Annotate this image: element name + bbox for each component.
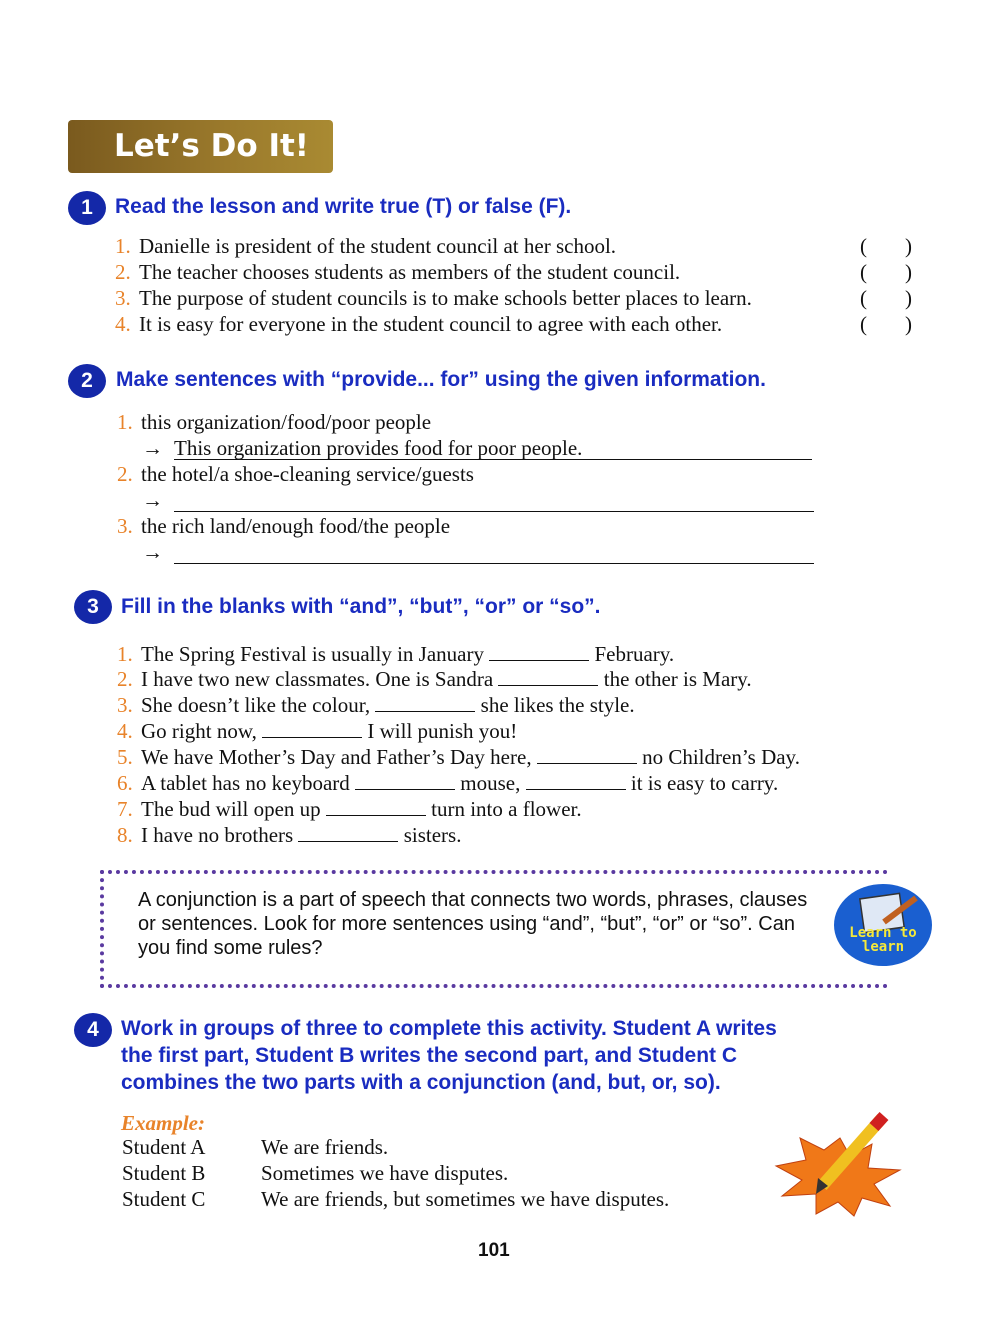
section-3-heading: Fill in the blanks with “and”, “but”, “or” or “so”.	[121, 595, 601, 618]
item-text: I have no brothers	[141, 823, 294, 847]
blank[interactable]	[262, 719, 362, 738]
item-text: A tablet has no keyboard	[141, 771, 350, 795]
item-number: 2.	[117, 667, 133, 691]
badge-line-1: Learn to	[849, 925, 917, 941]
item-number: 4.	[115, 312, 131, 336]
item-text: The teacher chooses students as members of the student council.	[139, 260, 681, 284]
section-1-badge: 1	[68, 191, 106, 225]
example-student-b: Student B	[122, 1161, 206, 1185]
blank[interactable]	[537, 745, 637, 764]
example-label: Example:	[121, 1111, 205, 1135]
section-3-badge: 3	[74, 590, 112, 624]
banner-title: Let’s Do It!	[114, 128, 309, 164]
blank[interactable]	[298, 823, 398, 842]
example-student-a: Student A	[122, 1135, 206, 1159]
item-text: no Children’s Day.	[642, 745, 800, 769]
arrow-icon: →	[142, 488, 163, 512]
s3-item-8	[117, 823, 461, 848]
answer-paren-open-1[interactable]: (	[860, 234, 867, 258]
blank[interactable]	[375, 693, 475, 712]
item-text: turn into a flower.	[431, 797, 582, 821]
section-4-heading-line-1: Work in groups of three to complete this activity. Student A writes	[121, 1017, 777, 1040]
s3-item-5	[117, 745, 800, 770]
item-number: 1.	[117, 642, 133, 666]
section-1-heading: Read the lesson and write true (T) or false (F).	[115, 195, 572, 218]
item-text: The bud will open up	[141, 797, 321, 821]
item-number: 6.	[117, 771, 133, 795]
item-text: the hotel/a shoe-cleaning service/guests	[141, 462, 474, 486]
section-4-badge: 4	[74, 1013, 112, 1047]
badge-line-2: learn	[861, 939, 905, 955]
s2-item-2	[117, 462, 474, 487]
s2-item-1	[117, 410, 431, 435]
item-number: 5.	[117, 745, 133, 769]
item-text: I will punish you!	[367, 719, 518, 743]
s1-item-3	[115, 286, 752, 311]
item-text: Danielle is president of the student council at her school.	[139, 234, 617, 258]
item-number: 3.	[115, 286, 131, 310]
answer-paren-open-4[interactable]: (	[860, 312, 867, 336]
s3-item-7	[117, 797, 582, 822]
item-number: 3.	[117, 693, 133, 717]
item-text: The purpose of student councils is to make schools better places to learn.	[139, 286, 752, 310]
item-number: 2.	[115, 260, 131, 284]
item-number: 3.	[117, 514, 133, 538]
answer-paren-open-3[interactable]: (	[860, 286, 867, 310]
s2-answer-2[interactable]	[174, 488, 814, 512]
s2-item-3	[117, 514, 450, 539]
example-text-c: We are friends, but sometimes we have disputes.	[261, 1187, 670, 1211]
item-text: Go right now,	[141, 719, 257, 743]
s2-answer-3[interactable]	[174, 540, 814, 564]
s3-item-2	[117, 667, 752, 692]
item-number: 4.	[117, 719, 133, 743]
section-2-badge: 2	[68, 364, 106, 398]
learn-to-learn-text: A conjunction is a part of speech that connects two words, phrases, clauses or sentences. Look for more sentences using “and”, “but”, “or” or “so”. Can you find some rules?	[138, 889, 808, 959]
s1-item-2	[115, 260, 680, 285]
pencil-starburst-icon	[770, 1108, 910, 1218]
item-text: it is easy to carry.	[630, 771, 779, 795]
blank[interactable]	[526, 771, 626, 790]
item-number: 1.	[115, 234, 131, 258]
answer-paren-open-2[interactable]: (	[860, 260, 867, 284]
item-number: 1.	[117, 410, 133, 434]
item-text: this organization/food/poor people	[141, 410, 432, 434]
s1-item-4	[115, 312, 722, 337]
arrow-icon: →	[142, 436, 163, 460]
item-text: the rich land/enough food/the people	[141, 514, 451, 538]
arrow-icon: →	[142, 540, 163, 564]
s3-item-6	[117, 771, 778, 796]
lets-do-it-banner	[68, 120, 333, 173]
item-text: We have Mother’s Day and Father’s Day here,	[141, 745, 532, 769]
answer-paren-close-3: )	[905, 286, 912, 310]
example-text-a: We are friends.	[261, 1135, 389, 1159]
s2-answer-1[interactable]: This organization provides food for poor people.	[174, 436, 812, 460]
item-text: the other is Mary.	[603, 667, 752, 691]
s3-item-1	[117, 642, 674, 667]
section-2-heading: Make sentences with “provide... for” using the given information.	[116, 368, 766, 391]
answer-paren-close-4: )	[905, 312, 912, 336]
item-text: she likes the style.	[480, 693, 635, 717]
item-text: February.	[594, 642, 675, 666]
item-text: I have two new classmates. One is Sandra	[141, 667, 494, 691]
blank[interactable]	[355, 771, 455, 790]
item-number: 7.	[117, 797, 133, 821]
item-text: sisters.	[403, 823, 462, 847]
blank[interactable]	[326, 797, 426, 816]
item-number: 2.	[117, 462, 133, 486]
item-text: The Spring Festival is usually in January	[141, 642, 484, 666]
s3-item-3	[117, 693, 635, 718]
section-4-heading-line-3: combines the two parts with a conjunction (and, but, or, so).	[121, 1071, 721, 1094]
item-text: mouse,	[460, 771, 521, 795]
s1-item-1	[115, 234, 616, 259]
example-student-c: Student C	[122, 1187, 206, 1211]
blank[interactable]	[498, 667, 598, 686]
s3-item-4	[117, 719, 517, 744]
answer-paren-close-1: )	[905, 234, 912, 258]
example-text-b: Sometimes we have disputes.	[261, 1161, 509, 1185]
item-text: She doesn’t like the colour,	[141, 693, 371, 717]
item-text: It is easy for everyone in the student council to agree with each other.	[139, 312, 723, 336]
item-number: 8.	[117, 823, 133, 847]
page-number: 101	[478, 1240, 510, 1261]
blank[interactable]	[489, 642, 589, 661]
answer-paren-close-2: )	[905, 260, 912, 284]
section-4-heading-line-2: the first part, Student B writes the second part, and Student C	[121, 1044, 738, 1067]
learn-to-learn-badge	[834, 884, 932, 966]
